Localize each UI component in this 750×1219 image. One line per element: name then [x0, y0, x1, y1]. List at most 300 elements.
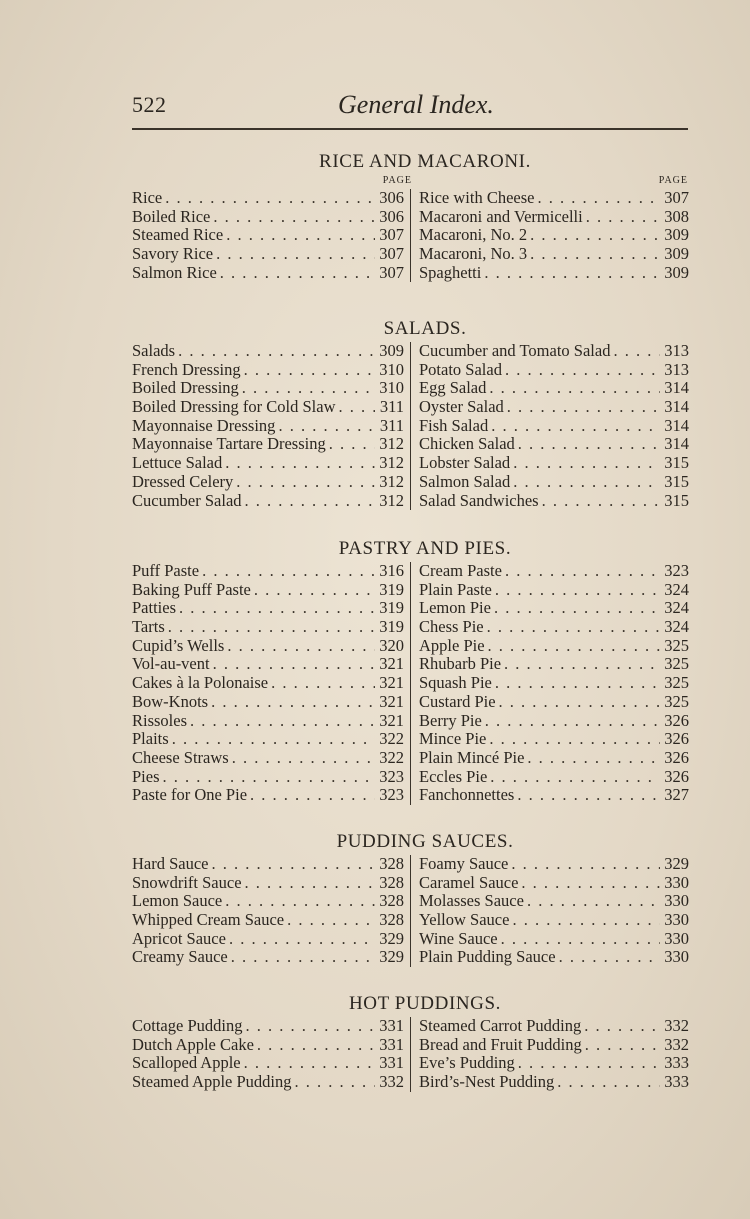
entry-name: Rhubarb Pie	[419, 655, 502, 674]
index-entry	[132, 855, 404, 874]
entry-name: Lemon Sauce	[132, 892, 223, 911]
page-label-row	[132, 175, 688, 189]
index-entry	[419, 749, 689, 768]
dot-leader	[488, 637, 660, 656]
index-entry	[132, 398, 404, 417]
entry-name: Puff Paste	[132, 562, 200, 580]
index-entry	[419, 398, 689, 417]
entry-page-number: 328	[379, 855, 404, 873]
index-entry	[419, 226, 689, 245]
entry-name: Mayonnaise Tartare Dressing	[132, 435, 326, 454]
entry-name: Dutch Apple Cake	[132, 1035, 254, 1054]
entry-page-number: 324	[664, 618, 689, 637]
index-entry	[419, 1036, 689, 1055]
dot-leader	[490, 768, 660, 787]
section-title: HOT PUDDINGS.	[348, 993, 502, 1014]
index-entry	[132, 361, 404, 380]
index-entry	[419, 189, 689, 208]
left-column	[132, 855, 410, 967]
index-entry	[419, 581, 689, 600]
section-salads	[132, 316, 688, 510]
dot-leader	[236, 473, 375, 492]
entry-page-number: 307	[379, 226, 404, 245]
entry-name: Lobster Salad	[419, 454, 511, 473]
dot-leader	[213, 208, 375, 227]
entry-name: Mayonnaise Dressing	[132, 416, 276, 435]
entry-name: Cakes à la Polonaise	[132, 674, 269, 693]
index-entry	[132, 226, 404, 245]
index-entry	[132, 618, 404, 637]
dot-leader	[213, 655, 375, 674]
entry-page-number: 306	[379, 207, 404, 226]
dot-leader	[329, 435, 375, 454]
index-entry	[419, 674, 689, 693]
section-title: PUDDING SAUCES.	[336, 831, 514, 852]
entry-name: Bow-Knots	[132, 692, 209, 711]
index-entry	[132, 581, 404, 600]
entry-page-number: 322	[379, 730, 404, 749]
index-entry	[132, 189, 404, 208]
entry-name: Mince Pie	[419, 730, 487, 749]
entry-name: Salmon Salad	[419, 472, 511, 491]
entry-page-number: 321	[379, 655, 404, 674]
dot-leader	[494, 599, 660, 618]
entry-page-number: 330	[664, 892, 689, 911]
entry-name: Snowdrift Sauce	[132, 873, 242, 892]
header-rule	[132, 128, 688, 130]
entry-page-number: 330	[664, 948, 689, 967]
dot-leader	[216, 245, 375, 264]
entry-page-number: 314	[664, 379, 689, 398]
entry-page-number: 333	[664, 1054, 689, 1073]
entry-page-number: 309	[379, 342, 404, 360]
index-entry	[419, 948, 689, 967]
dot-leader	[163, 768, 375, 787]
index-entry	[419, 768, 689, 787]
entry-name: Tarts	[132, 618, 165, 637]
index-entry	[419, 1054, 689, 1073]
entry-name: Cucumber and Tomato Salad	[419, 342, 611, 360]
index-columns	[132, 342, 688, 510]
index-entry	[419, 1017, 689, 1036]
dot-leader	[613, 342, 660, 361]
entry-page-number: 322	[379, 748, 404, 767]
index-entry	[132, 674, 404, 693]
index-entry	[419, 1073, 689, 1092]
index-entry	[419, 655, 689, 674]
section-title: PASTRY AND PIES.	[338, 538, 512, 559]
entry-name: Patties	[132, 599, 176, 618]
dot-leader	[527, 892, 660, 911]
dot-leader	[178, 342, 375, 361]
entry-name: Fanchonnettes	[419, 786, 515, 805]
entry-page-number: 307	[379, 263, 404, 282]
entry-page-number: 330	[664, 929, 689, 948]
dot-leader	[211, 693, 375, 712]
entry-name: Foamy Sauce	[419, 855, 509, 873]
dot-leader	[245, 1017, 375, 1036]
entry-page-number: 310	[379, 379, 404, 398]
index-entry	[419, 361, 689, 380]
page-column-label: PAGE	[382, 175, 412, 186]
dot-leader	[585, 1036, 660, 1055]
entry-name: Rissoles	[132, 711, 188, 730]
entry-page-number: 326	[664, 730, 689, 749]
index-entry	[132, 435, 404, 454]
dot-leader	[537, 189, 660, 208]
dot-leader	[190, 712, 375, 731]
entry-name: Fish Salad	[419, 416, 489, 435]
dot-leader	[489, 379, 660, 398]
index-entry	[419, 492, 689, 511]
entry-page-number: 329	[379, 929, 404, 948]
dot-leader	[586, 208, 660, 227]
entry-name: Whipped Cream Sauce	[132, 911, 285, 930]
right-column	[410, 562, 689, 805]
index-entry	[419, 874, 689, 893]
dot-leader	[244, 361, 375, 380]
index-entry	[419, 379, 689, 398]
entry-name: Caramel Sauce	[419, 873, 519, 892]
index-entry	[132, 417, 404, 436]
entry-page-number: 312	[379, 435, 404, 454]
dot-leader	[172, 730, 375, 749]
section-title: RICE AND MACARONI.	[319, 151, 531, 172]
entry-name: Boiled Dressing for Cold Slaw	[132, 398, 336, 417]
left-column	[132, 1017, 410, 1092]
entry-page-number: 329	[379, 948, 404, 967]
dot-leader	[530, 245, 660, 264]
dot-leader	[542, 492, 660, 511]
entry-page-number: 333	[664, 1073, 689, 1092]
entry-name: Bird’s-Nest Pudding	[419, 1073, 555, 1092]
right-column	[410, 1017, 689, 1092]
entry-page-number: 311	[379, 398, 404, 417]
index-entry	[132, 892, 404, 911]
entry-name: Boiled Dressing	[132, 379, 239, 398]
index-entry	[419, 892, 689, 911]
dot-leader	[244, 1054, 375, 1073]
dot-leader	[512, 911, 660, 930]
index-entry	[419, 599, 689, 618]
section-pudding-sauces	[132, 829, 688, 967]
dot-leader	[245, 874, 375, 893]
entry-page-number: 319	[379, 580, 404, 599]
entry-page-number: 332	[379, 1073, 404, 1092]
entry-name: Cupid’s Wells	[132, 636, 225, 655]
index-entry	[419, 208, 689, 227]
entry-name: Salads	[132, 342, 176, 360]
index-entry	[132, 768, 404, 787]
dot-leader	[168, 618, 375, 637]
entry-page-number: 307	[664, 189, 689, 207]
running-head	[132, 92, 688, 128]
entry-page-number: 308	[664, 207, 689, 226]
index-entry	[132, 786, 404, 805]
entry-page-number: 324	[664, 599, 689, 618]
index-entry	[419, 911, 689, 930]
entry-name: Eccles Pie	[419, 767, 488, 786]
dot-leader	[242, 379, 375, 398]
entry-page-number: 309	[664, 263, 689, 282]
dot-leader	[557, 1073, 660, 1092]
dot-leader	[499, 693, 660, 712]
entry-name: Chicken Salad	[419, 435, 515, 454]
index-entry	[132, 874, 404, 893]
dot-leader	[517, 786, 660, 805]
entry-page-number: 332	[664, 1035, 689, 1054]
dot-leader	[212, 855, 375, 874]
entry-page-number: 321	[379, 711, 404, 730]
index-columns	[132, 562, 688, 805]
entry-page-number: 319	[379, 618, 404, 637]
entry-page-number: 328	[379, 873, 404, 892]
entry-name: Berry Pie	[419, 711, 482, 730]
entry-name: Lemon Pie	[419, 599, 491, 618]
dot-leader	[250, 786, 375, 805]
entry-page-number: 312	[379, 472, 404, 491]
entry-page-number: 309	[664, 226, 689, 245]
entry-name: Eve’s Pudding	[419, 1054, 515, 1073]
entry-page-number: 325	[664, 674, 689, 693]
entry-page-number: 325	[664, 692, 689, 711]
entry-page-number: 315	[664, 454, 689, 473]
dot-leader	[505, 361, 660, 380]
entry-name: Boiled Rice	[132, 207, 211, 226]
index-entry	[132, 264, 404, 283]
entry-name: Plain Mincé Pie	[419, 748, 525, 767]
section-title: SALADS.	[383, 318, 467, 339]
index-entry	[419, 930, 689, 949]
dot-leader	[179, 599, 375, 618]
index-entry	[132, 911, 404, 930]
dot-leader	[511, 855, 660, 874]
entry-name: Cucumber Salad	[132, 491, 242, 510]
entry-page-number: 330	[664, 911, 689, 930]
index-entry	[132, 473, 404, 492]
dot-leader	[491, 417, 660, 436]
entry-name: Cottage Pudding	[132, 1017, 243, 1035]
index-entry	[132, 245, 404, 264]
index-entry	[132, 712, 404, 731]
entry-page-number: 324	[664, 580, 689, 599]
dot-leader	[518, 1054, 660, 1073]
dot-leader	[165, 189, 375, 208]
index-entry	[419, 245, 689, 264]
entry-name: Steamed Carrot Pudding	[419, 1017, 582, 1035]
index-columns	[132, 855, 688, 967]
entry-page-number: 327	[664, 786, 689, 805]
entry-page-number: 325	[664, 636, 689, 655]
index-columns	[132, 1017, 688, 1092]
index-entry	[419, 786, 689, 805]
entry-page-number: 311	[379, 416, 404, 435]
dot-leader	[505, 562, 660, 581]
index-entry	[132, 948, 404, 967]
entry-page-number: 323	[379, 786, 404, 805]
entry-name: Steamed Apple Pudding	[132, 1073, 292, 1092]
entry-name: Paste for One Pie	[132, 786, 248, 805]
index-entry	[419, 417, 689, 436]
entry-name: French Dressing	[132, 360, 241, 379]
index-entry	[132, 693, 404, 712]
entry-name: Custard Pie	[419, 692, 496, 711]
dot-leader	[495, 581, 660, 600]
entry-name: Salmon Rice	[132, 263, 217, 282]
dot-leader	[487, 618, 660, 637]
dot-leader	[295, 1073, 376, 1092]
entry-name: Macaroni, No. 3	[419, 245, 528, 264]
entry-page-number: 331	[379, 1035, 404, 1054]
index-entry	[132, 1073, 404, 1092]
dot-leader	[521, 874, 660, 893]
dot-leader	[225, 454, 375, 473]
entry-page-number: 316	[379, 562, 404, 580]
entry-name: Vol-au-vent	[132, 655, 210, 674]
index-entry	[419, 730, 689, 749]
entry-page-number: 325	[664, 655, 689, 674]
entry-page-number: 309	[664, 245, 689, 264]
dot-leader	[245, 492, 375, 511]
index-entry	[132, 454, 404, 473]
index-entry	[419, 562, 689, 581]
dot-leader	[231, 948, 375, 967]
entry-name: Squash Pie	[419, 674, 492, 693]
entry-page-number: 331	[379, 1017, 404, 1035]
entry-page-number: 321	[379, 674, 404, 693]
entry-page-number: 313	[664, 342, 689, 360]
entry-name: Molasses Sauce	[419, 892, 524, 911]
dot-leader	[513, 454, 660, 473]
entry-name: Apple Pie	[419, 636, 485, 655]
entry-name: Rice with Cheese	[419, 189, 535, 207]
entry-page-number: 314	[664, 416, 689, 435]
entry-name: Egg Salad	[419, 379, 487, 398]
entry-page-number: 328	[379, 892, 404, 911]
right-column	[410, 855, 689, 967]
entry-page-number: 315	[664, 491, 689, 510]
entry-name: Potato Salad	[419, 360, 502, 379]
index-entry	[419, 693, 689, 712]
entry-page-number: 326	[664, 767, 689, 786]
dot-leader	[559, 948, 660, 967]
entry-name: Wine Sauce	[419, 929, 498, 948]
index-entry	[132, 492, 404, 511]
index-entry	[132, 730, 404, 749]
index-entry	[419, 473, 689, 492]
entry-name: Plain Pudding Sauce	[419, 948, 556, 967]
dot-leader	[495, 674, 660, 693]
entry-name: Yellow Sauce	[419, 911, 510, 930]
index-entry	[132, 749, 404, 768]
entry-name: Baking Puff Paste	[132, 580, 251, 599]
entry-page-number: 320	[379, 636, 404, 655]
entry-page-number: 307	[379, 245, 404, 264]
dot-leader	[527, 749, 660, 768]
entry-name: Bread and Fruit Pudding	[419, 1035, 582, 1054]
entry-page-number: 306	[379, 189, 404, 207]
dot-leader	[489, 730, 660, 749]
index-entry	[419, 855, 689, 874]
entry-page-number: 313	[664, 360, 689, 379]
entry-name: Salad Sandwiches	[419, 491, 539, 510]
index-entry	[419, 435, 689, 454]
entry-page-number: 331	[379, 1054, 404, 1073]
section-pastry-and-pies	[132, 536, 688, 805]
entry-name: Scalloped Apple	[132, 1054, 241, 1073]
running-title: General Index.	[338, 90, 494, 119]
index-entry	[419, 637, 689, 656]
dot-leader	[584, 1017, 660, 1036]
index-entry	[132, 1054, 404, 1073]
index-entry	[419, 342, 689, 361]
dot-leader	[226, 226, 375, 245]
dot-leader	[513, 473, 660, 492]
entry-name: Macaroni, No. 2	[419, 226, 528, 245]
entry-page-number: 321	[379, 692, 404, 711]
index-entry	[132, 1017, 404, 1036]
entry-page-number: 323	[379, 767, 404, 786]
section-rice-and-macaroni	[132, 149, 688, 282]
entry-name: Plaits	[132, 730, 169, 749]
index-entry	[132, 562, 404, 581]
dot-leader	[484, 264, 660, 283]
right-column	[410, 189, 689, 282]
left-column	[132, 562, 410, 805]
entry-page-number: 332	[664, 1017, 689, 1035]
index-entry	[419, 454, 689, 473]
entry-page-number: 323	[664, 562, 689, 580]
entry-page-number: 314	[664, 398, 689, 417]
dot-leader	[518, 435, 660, 454]
entry-page-number: 315	[664, 472, 689, 491]
entry-name: Spaghetti	[419, 263, 482, 282]
entry-page-number: 329	[664, 855, 689, 873]
dot-leader	[507, 398, 660, 417]
dot-leader	[232, 749, 375, 768]
left-column	[132, 189, 410, 282]
dot-leader	[485, 712, 660, 731]
dot-leader	[339, 398, 376, 417]
entry-page-number: 314	[664, 435, 689, 454]
entry-page-number: 326	[664, 711, 689, 730]
index-entry	[132, 655, 404, 674]
entry-name: Savory Rice	[132, 245, 214, 264]
dot-leader	[227, 637, 375, 656]
entry-name: Apricot Sauce	[132, 929, 226, 948]
index-entry	[419, 618, 689, 637]
dot-leader	[530, 226, 660, 245]
entry-name: Rice	[132, 189, 163, 207]
entry-name: Creamy Sauce	[132, 948, 228, 967]
left-column	[132, 342, 410, 510]
entry-page-number: 310	[379, 360, 404, 379]
entry-name: Lettuce Salad	[132, 454, 223, 473]
index-entry	[132, 379, 404, 398]
index-entry	[132, 637, 404, 656]
index-entry	[419, 712, 689, 731]
page-column-label: PAGE	[658, 175, 688, 186]
entry-page-number: 312	[379, 454, 404, 473]
dot-leader	[229, 930, 375, 949]
entry-page-number: 319	[379, 599, 404, 618]
dot-leader	[287, 911, 375, 930]
index-entry	[132, 1036, 404, 1055]
dot-leader	[271, 674, 375, 693]
entry-name: Chess Pie	[419, 618, 484, 637]
dot-leader	[225, 892, 375, 911]
entry-page-number: 330	[664, 873, 689, 892]
